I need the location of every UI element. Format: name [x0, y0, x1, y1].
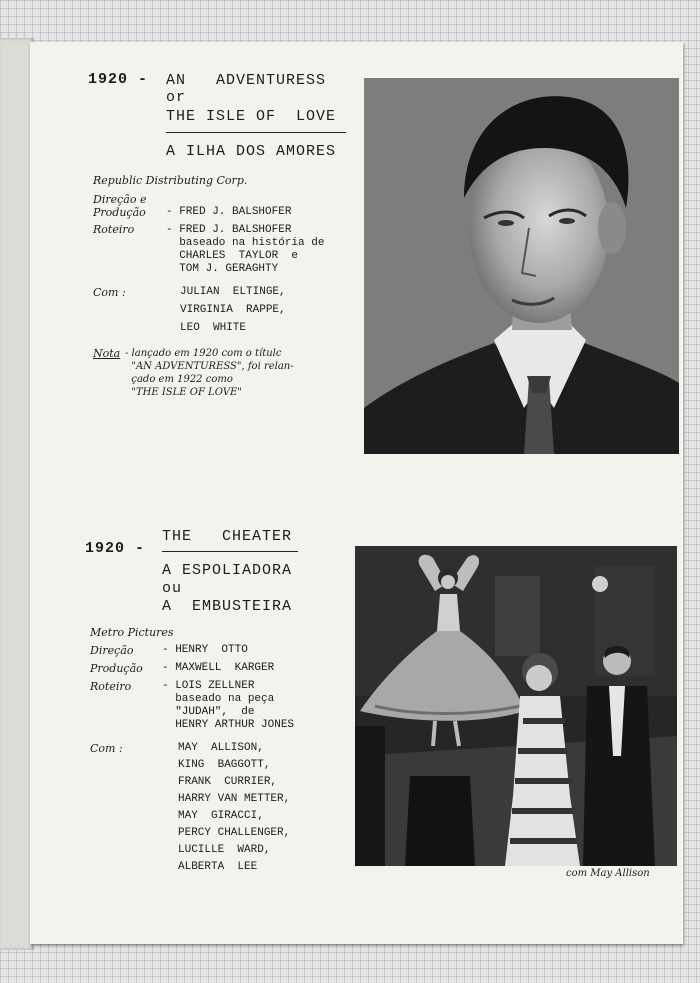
film2-production-label: Produção	[90, 662, 143, 675]
film1-cast-1: JULIAN ELTINGE,	[180, 286, 286, 298]
film2-cast-label: Com :	[90, 742, 123, 755]
film1-distributor: Republic Distributing Corp.	[93, 174, 248, 187]
film1-cast-label: Com :	[93, 286, 126, 299]
film2-portuguese-title-2: ou	[162, 580, 183, 597]
film2-photo-caption: com May Allison	[566, 868, 650, 879]
film2-portuguese-title-3: A EMBUSTEIRA	[162, 598, 293, 615]
film2-cast-2: KING BAGGOTT,	[178, 759, 271, 771]
film2-title-rule	[162, 551, 298, 552]
film1-note-label: Nota	[93, 347, 121, 360]
film2-distributor: Metro Pictures	[90, 626, 174, 639]
film2-script-value: - LOIS ZELLNER baseado na peça "JUDAH", de HENRY ARTHUR JONES	[162, 680, 295, 731]
film2-cast-4: HARRY VAN METTER,	[178, 793, 291, 805]
film2-cast-1: MAY ALLISON,	[178, 742, 264, 754]
film1-cast-3: LEO WHITE	[180, 322, 247, 334]
film2-portuguese-title-1: A ESPOLIADORA	[162, 562, 293, 579]
film1-script-value: - FRED J. BALSHOFER baseado na história de CHARLES TAYLOR e TOM J. GERAGHTY	[166, 224, 325, 275]
film1-note-text: - lançado em 1920 com o títulc "AN ADVENTURESS", foi relan- çado em 1922 como "THE ISLE OF LOVE"	[125, 348, 294, 398]
film2-cast-6: PERCY CHALLENGER,	[178, 827, 291, 839]
film2-direction-value: - HENRY OTTO	[162, 644, 248, 656]
film2-cast-7: LUCILLE WARD,	[178, 844, 271, 856]
film2-cast-3: FRANK CURRIER,	[178, 776, 278, 788]
film1-year: 1920 -	[88, 71, 149, 88]
film1-script-label: Roteiro	[93, 223, 135, 236]
film2-direction-label: Direção	[90, 644, 134, 657]
film1-portrait-photo	[364, 78, 679, 454]
film1-direction-label: Direção e Produção	[93, 193, 147, 219]
film2-year: 1920 -	[85, 540, 146, 557]
film2-cast-8: ALBERTA LEE	[178, 861, 258, 873]
film1-title-line-2: or	[166, 89, 187, 106]
portrait-illustration	[364, 78, 679, 454]
film2-script-label: Roteiro	[90, 680, 132, 693]
film1-title-rule	[166, 132, 346, 133]
film2-cast-5: MAY GIRACCI,	[178, 810, 264, 822]
film1-title-line-3: THE ISLE OF LOVE	[166, 108, 337, 125]
film1-cast-2: VIRGINIA RAPPE,	[180, 304, 286, 316]
film1-title-line-1: AN ADVENTURESS	[166, 72, 327, 89]
film2-scene-photo	[355, 546, 677, 866]
film1-portuguese-title: A ILHA DOS AMORES	[166, 143, 337, 160]
film2-production-value: - MAXWELL KARGER	[162, 662, 275, 674]
film2-title: THE CHEATER	[162, 528, 293, 545]
previous-page-edge	[0, 38, 34, 950]
film1-direction-value: - FRED J. BALSHOFER	[166, 206, 292, 218]
document-page	[30, 42, 683, 944]
scene-illustration	[355, 546, 677, 866]
